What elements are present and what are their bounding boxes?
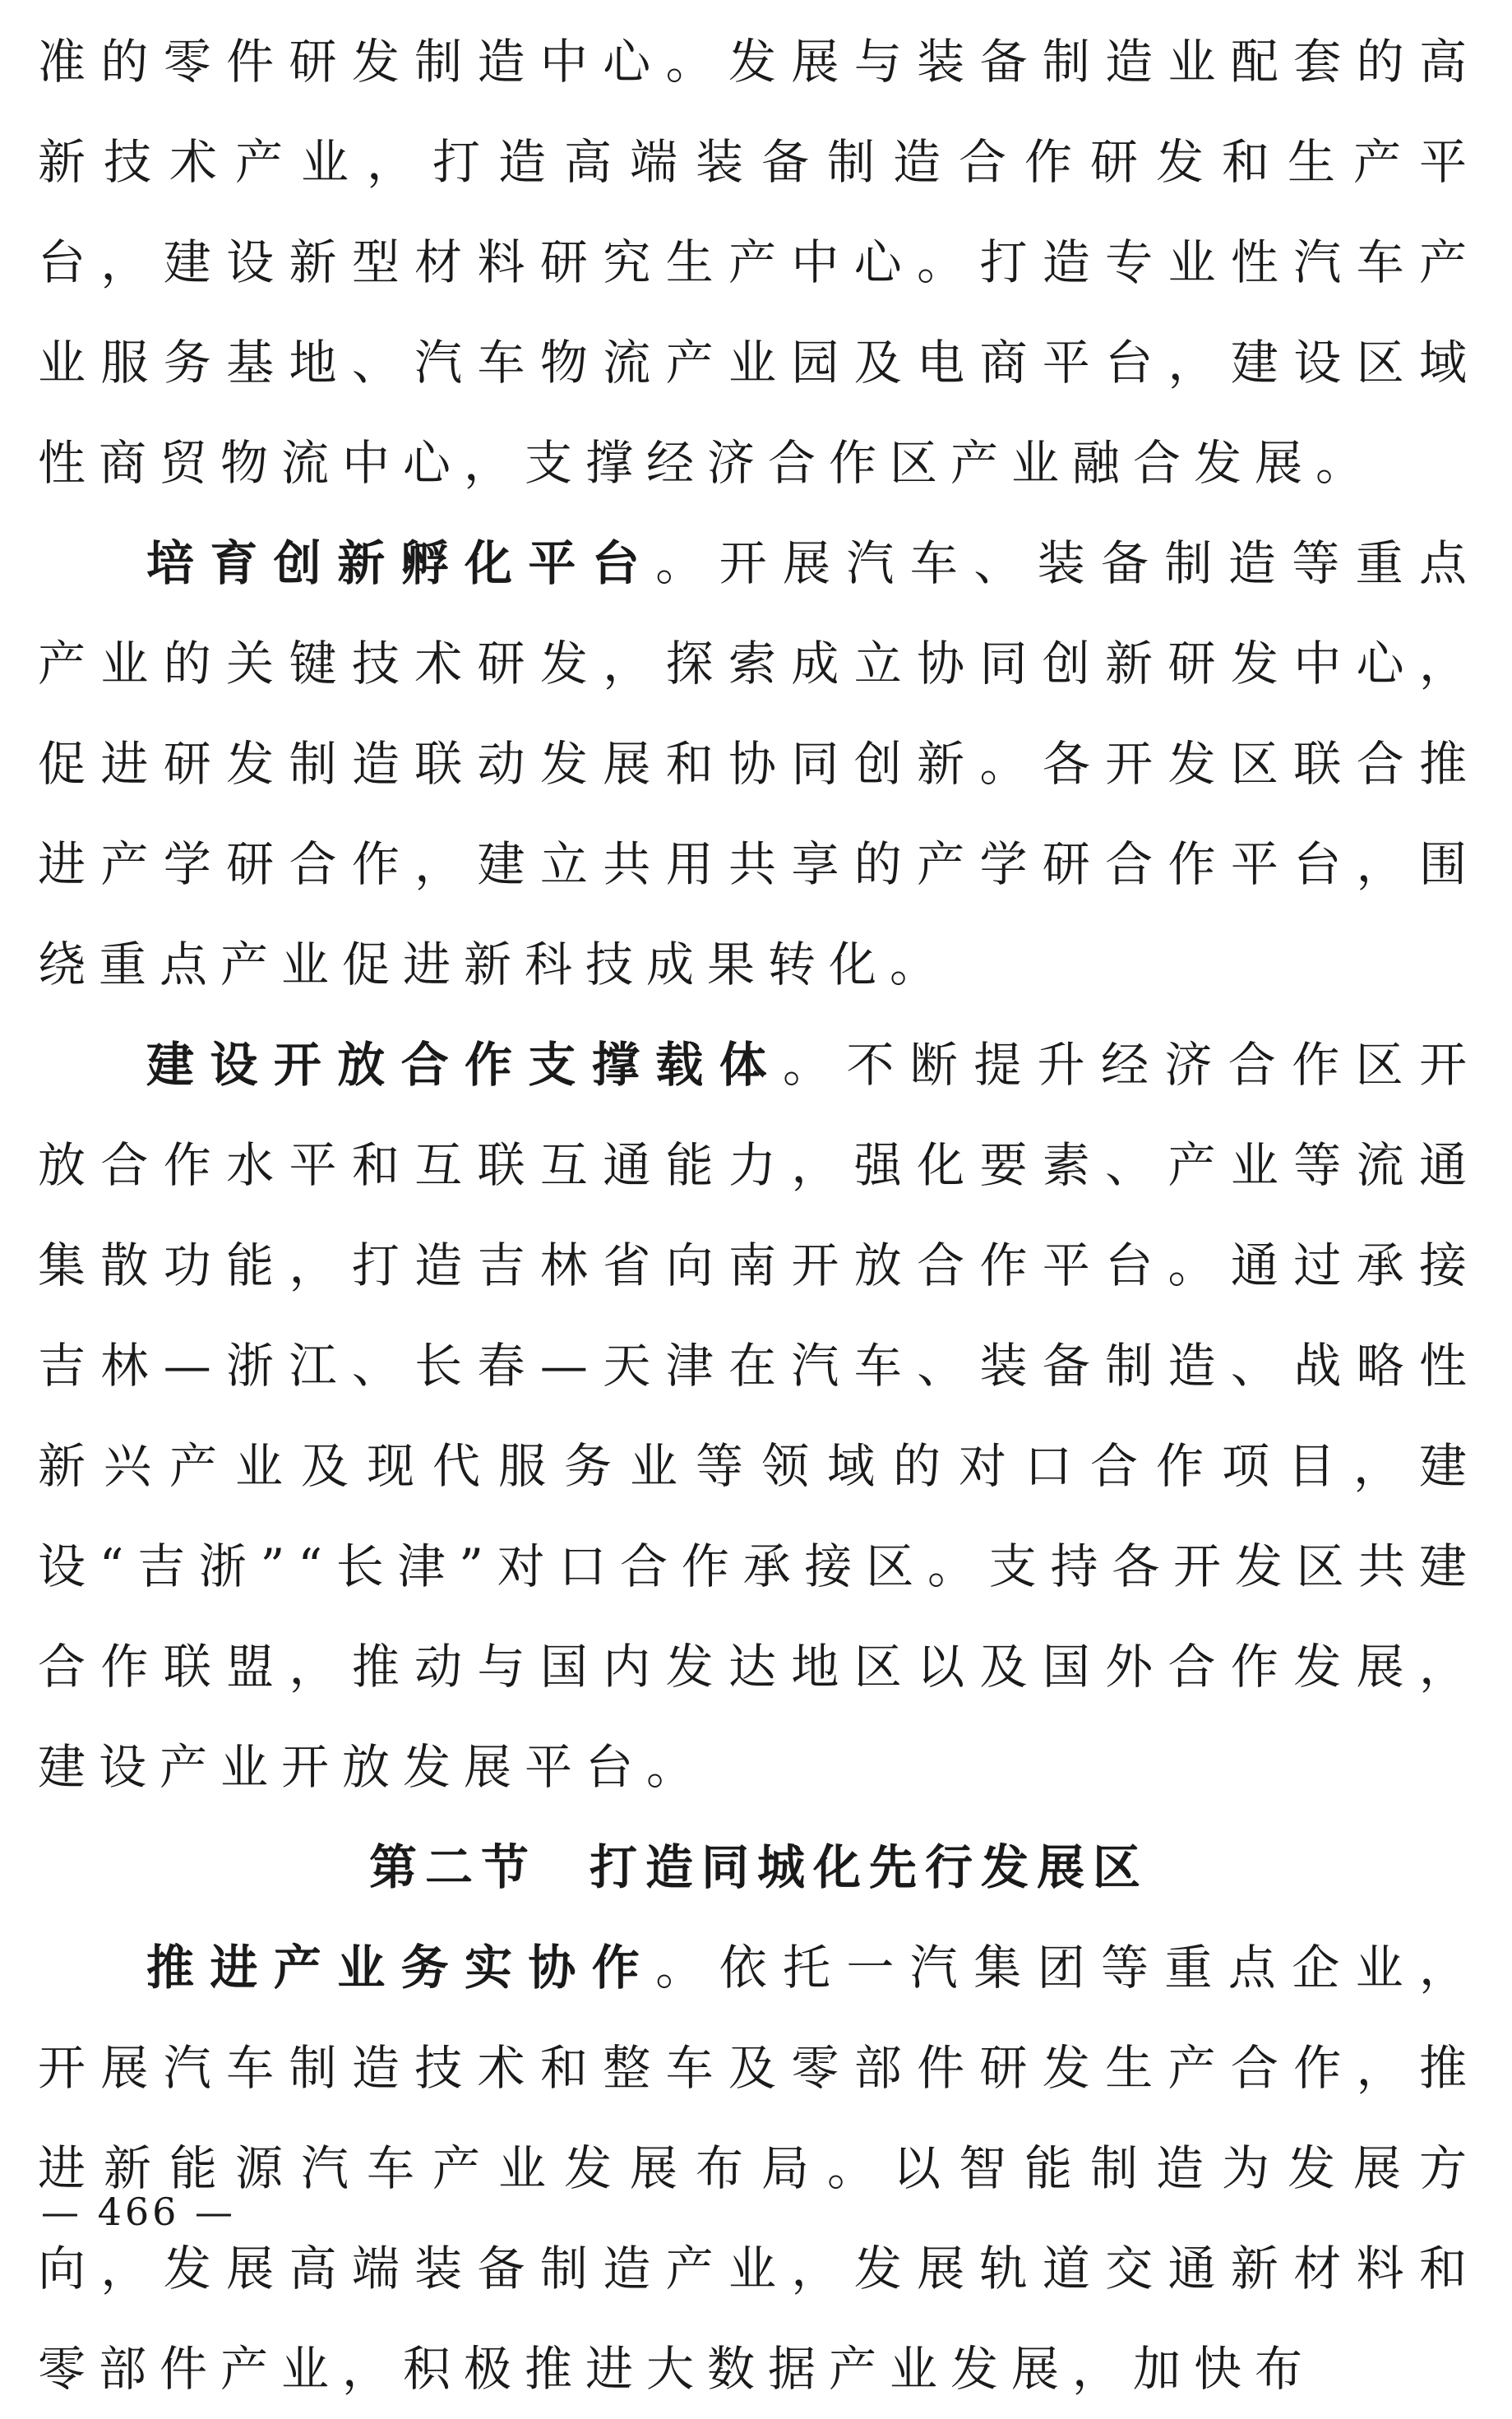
paragraph-lead: 培育创新孵化平台 — [146, 535, 656, 591]
section-heading — [38, 1817, 1480, 1917]
paragraph-lead: 建设开放合作支撑载体 — [146, 1037, 783, 1093]
section-number: 第二节 — [368, 1839, 537, 1895]
paragraph-industry-cooperation — [38, 1917, 1480, 2419]
paragraph-text: 。依托一汽集团等重点企业，开展汽车制造技术和整车及零部件研发生产合作，推进新能源汽车产业发展布局。以智能制造为发展方向，发展高端装备制造产业，发展轨道交通新材料和零部件产业，积极推进大数据产业发展，加快布 — [38, 1940, 1480, 2397]
paragraph-continuation — [38, 12, 1480, 513]
paragraph-text: 准的零件研发制造中心。发展与装备制造业配套的高新技术产业，打造高端装备制造合作研发和生产平台，建设新型材料研究生产中心。打造专业性汽车产业服务基地、汽车物流产业园及电商平台，建设区域性商贸物流中心，支撑经济合作区产业融合发展。 — [38, 34, 1480, 491]
page-number: — 466 — — [41, 2190, 237, 2234]
paragraph-open-cooperation — [38, 1015, 1480, 1817]
paragraph-lead: 推进产业务实协作 — [146, 1940, 656, 1996]
section-title: 打造同城化先行发展区 — [590, 1839, 1149, 1895]
document-page — [38, 0, 1480, 2419]
paragraph-text: 。开展汽车、装备制造等重点产业的关键技术研发，探索成立协同创新研发中心，促进研发制造联动发展和协同创新。各开发区联合推进产学研合作，建立共用共享的产学研合作平台，围绕重点产业促进新科技成果转化。 — [38, 535, 1480, 992]
paragraph-text: 。不断提升经济合作区开放合作水平和互联互通能力，强化要素、产业等流通集散功能，打造吉林省向南开放合作平台。通过承接吉林—浙江、长春—天津在汽车、装备制造、战略性新兴产业及现代服务业等领域的对口合作项目，建设“吉浙”“长津”对口合作承接区。支持各开发区共建合作联盟，推动与国内发达地区以及国外合作发展，建设产业开放发展平台。 — [38, 1037, 1480, 1795]
paragraph-innovation-platform — [38, 513, 1480, 1015]
